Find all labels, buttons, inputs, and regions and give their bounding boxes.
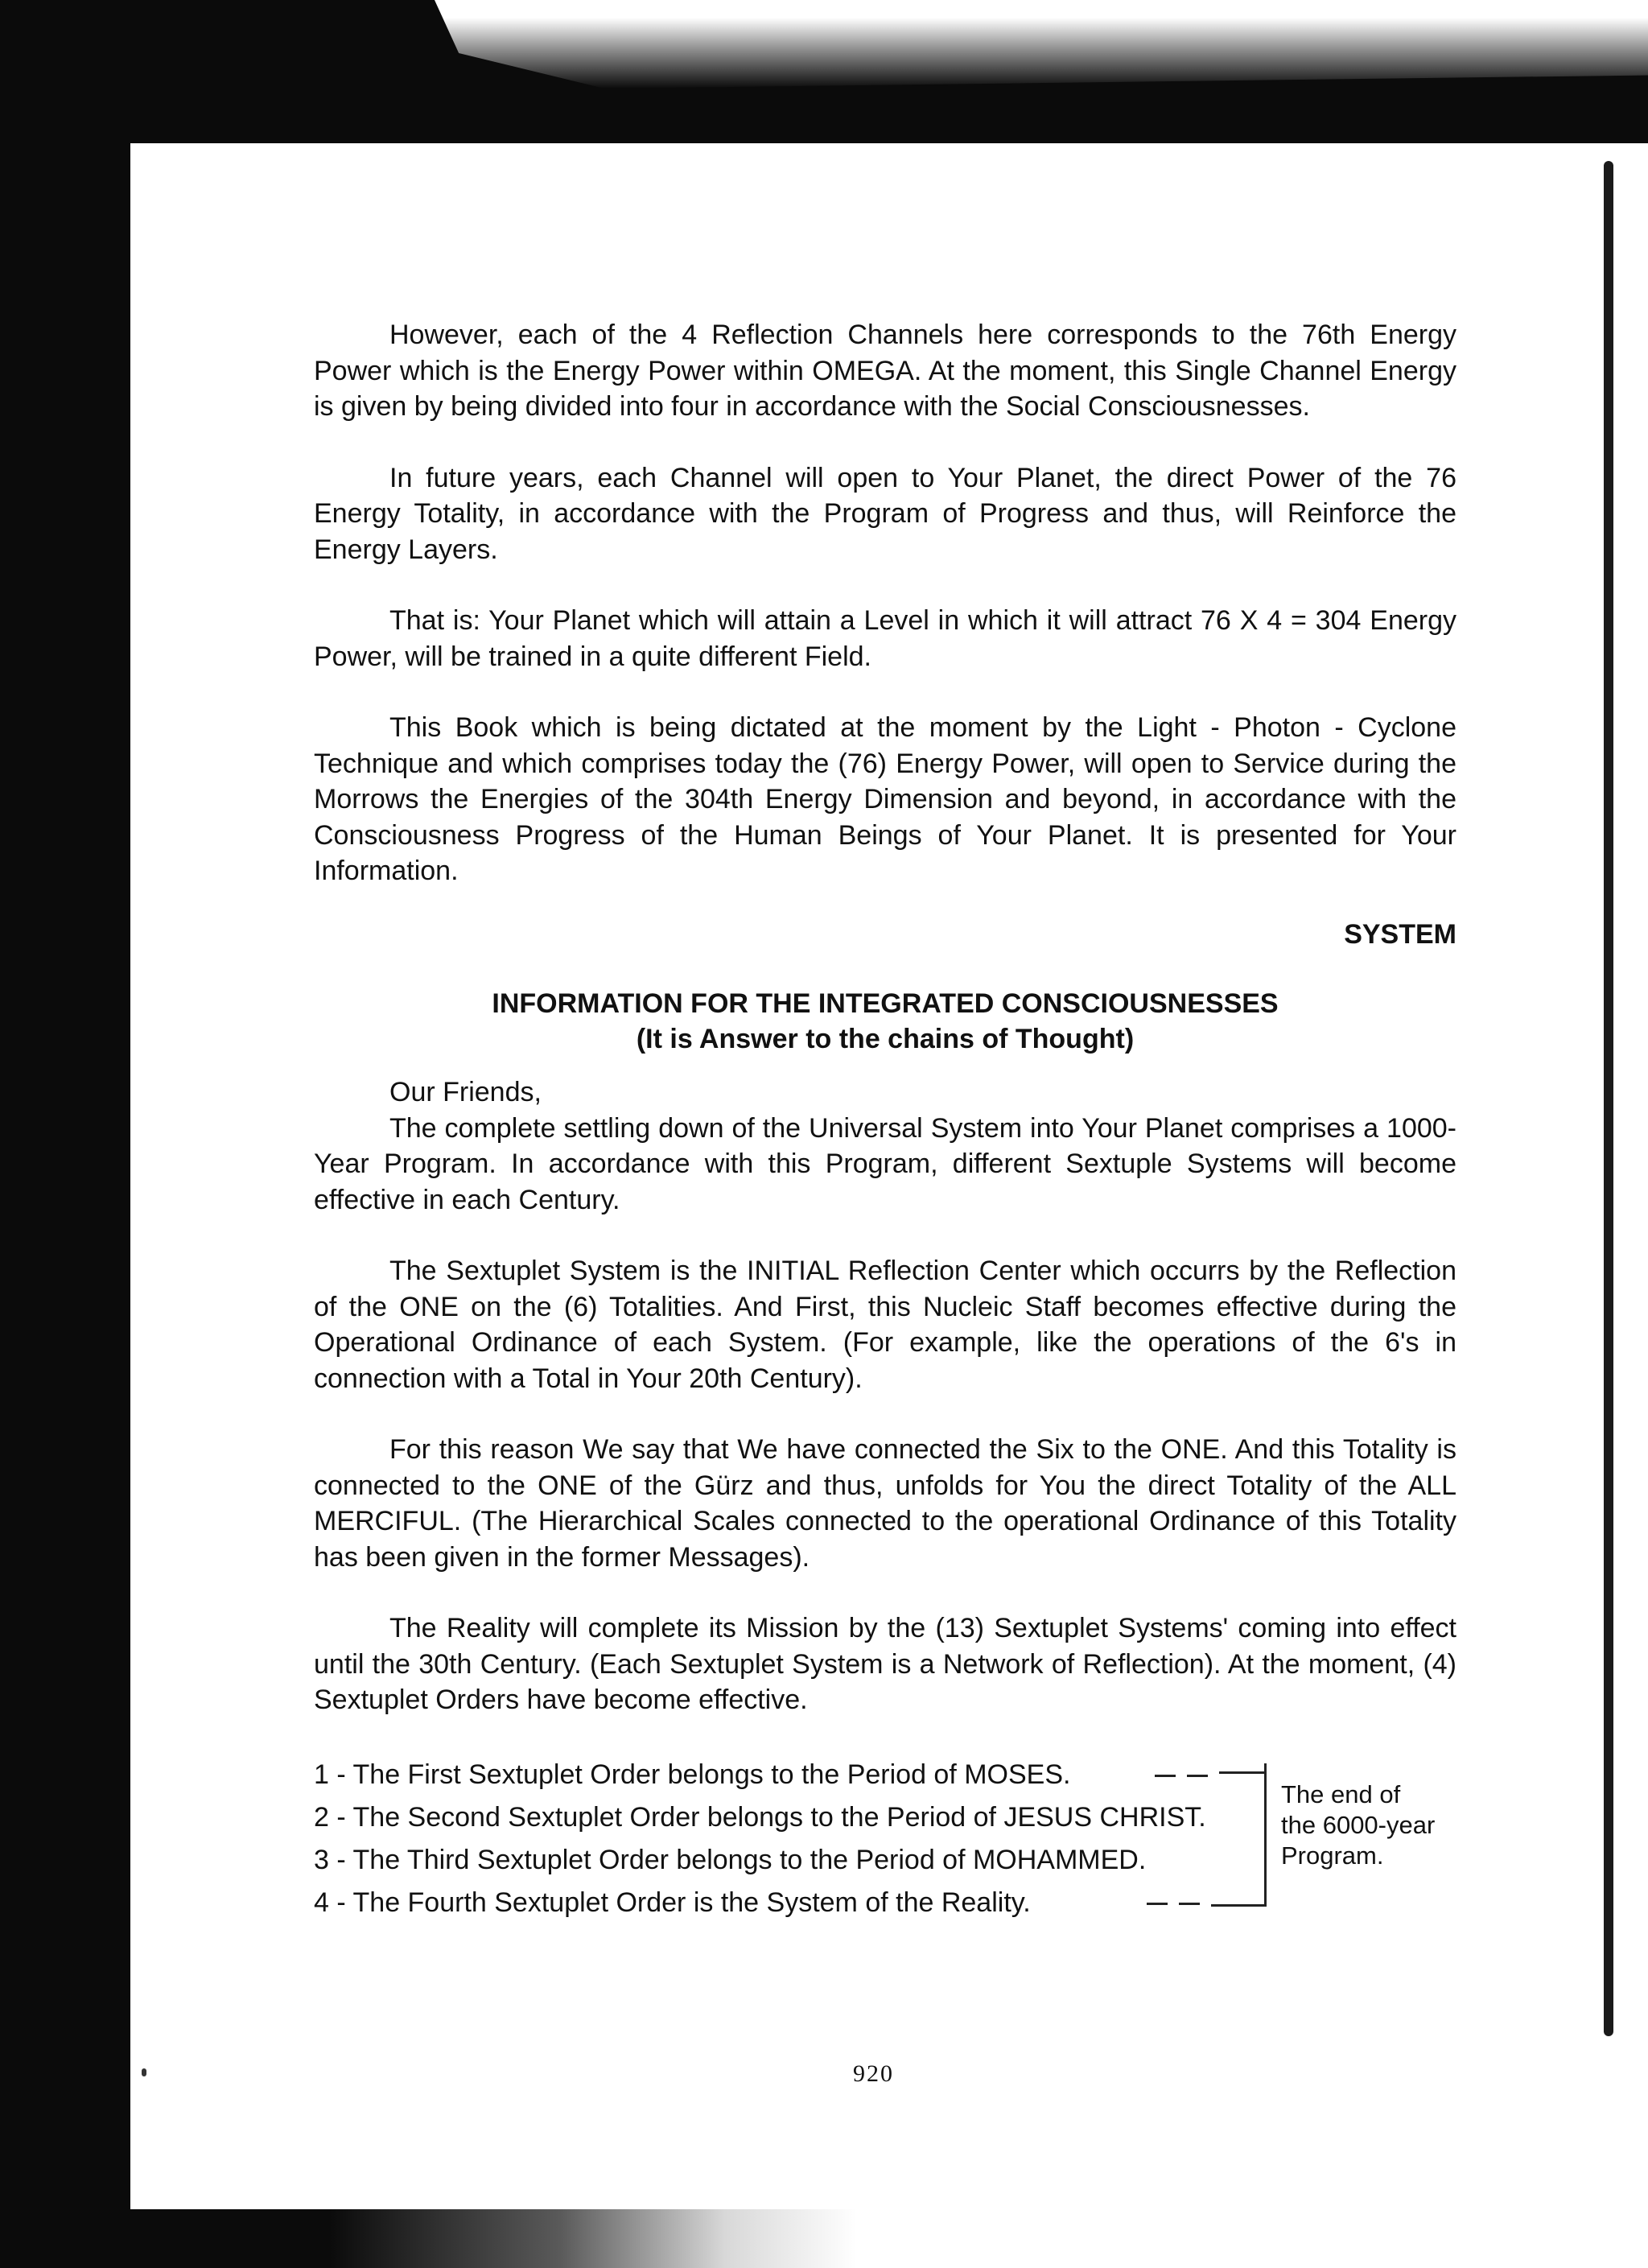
bracket-dash-top: [1219, 1771, 1267, 1774]
heading-title: INFORMATION FOR THE INTEGRATED CONSCIOUSNESSES: [492, 988, 1279, 1019]
list-item: 4 - The Fourth Sextuplet Order is the System of the Reality.: [314, 1887, 1031, 1918]
bracket-dash-bottom: [1179, 1903, 1200, 1905]
paragraph: The Sextuplet System is the INITIAL Reflection Center which occurrs by the Reflection of the ONE on the (6) Totalities. And First, this Nucleic Staff becomes effective during the Operational Ordinance of each System. (For example, like the operations of the 6's in connection with a Total in Your 20th Century).: [314, 1256, 1456, 1394]
signature: SYSTEM: [1344, 918, 1456, 950]
paragraph: The Reality will complete its Mission by the (13) Sextuplet Systems' coming into effect until the 30th Century. (Each Sextuplet System is a Network of Reflection). At the moment, (4) Sextuplet Orders have become effective.: [314, 1613, 1456, 1715]
list-item: 1 - The First Sextuplet Order belongs to the Period of MOSES.: [314, 1759, 1071, 1790]
list-item: 3 - The Third Sextuplet Order belongs to the Period of MOHAMMED.: [314, 1844, 1147, 1875]
scan-glare: [435, 0, 1648, 89]
scan-border-right: [1604, 161, 1613, 2036]
bracket-dash-bottom: [1211, 1904, 1267, 1907]
list-item: 2 - The Second Sextuplet Order belongs to the Period of JESUS CHRIST.: [314, 1801, 1206, 1833]
page-body: [314, 317, 1456, 1924]
scan-border-left: [0, 0, 130, 2268]
paragraph: The complete settling down of the Universal System into Your Planet comprises a 1000-Year Program. In accordance with this Program, different Sextuple Systems will become effective in each Century.: [314, 1112, 1456, 1215]
paragraph: In future years, each Channel will open to Your Planet, the direct Power of the 76 Energy Totality, in accordance with the Program of Progress and thus, will Reinforce the Energy Layers.: [314, 462, 1456, 565]
page-number: 920: [853, 2060, 894, 2087]
bracket-note-line: Program.: [1281, 1841, 1384, 1870]
heading-subtitle: (It is Answer to the chains of Thought): [636, 1024, 1135, 1054]
bracket-dash-bottom: [1147, 1903, 1168, 1905]
scan-border-bottom: [0, 2209, 1648, 2268]
greeting: Our Friends,: [389, 1077, 542, 1107]
orders-list: [314, 1754, 1456, 1924]
bracket-dash-top: [1187, 1775, 1208, 1777]
bracket-line: [1264, 1763, 1267, 1907]
paragraph: For this reason We say that We have connected the Six to the ONE. And this Totality is connected to the ONE of the Gürz and thus, unfolds for You the direct Totality of the ALL MERCIFUL. (The Hierarchical Scales connected to the operational Ordinance of this Totality has been given in the former Messages).: [314, 1434, 1456, 1573]
paragraph: That is: Your Planet which will attain a Level in which it will attract 76 X 4 = 304 Energy Power, will be trained in a quite different Field.: [314, 605, 1456, 672]
scan-speck: [142, 2068, 146, 2076]
bracket-note-line: the 6000-year: [1281, 1810, 1436, 1839]
paragraph: However, each of the 4 Reflection Channels here corresponds to the 76th Energy Power which is the Energy Power within OMEGA. At the moment, this Single Channel Energy is given by being divided into four in accordance with the Social Consciousnesses.: [314, 320, 1456, 422]
paragraph: This Book which is being dictated at the moment by the Light - Photon - Cyclone Technique and which comprises today the (76) Energy Power, will open to Service during the Morrows the Energies of the 304th Energy Dimension and beyond, in accordance with the Consciousness Progress of the Human Beings of Your Planet. It is presented for Your Information.: [314, 712, 1456, 886]
section-heading: [314, 986, 1456, 1057]
bracket-note-line: The end of: [1281, 1779, 1401, 1808]
bracket-dash-top: [1155, 1775, 1176, 1777]
bracket-note: [1281, 1779, 1435, 1871]
